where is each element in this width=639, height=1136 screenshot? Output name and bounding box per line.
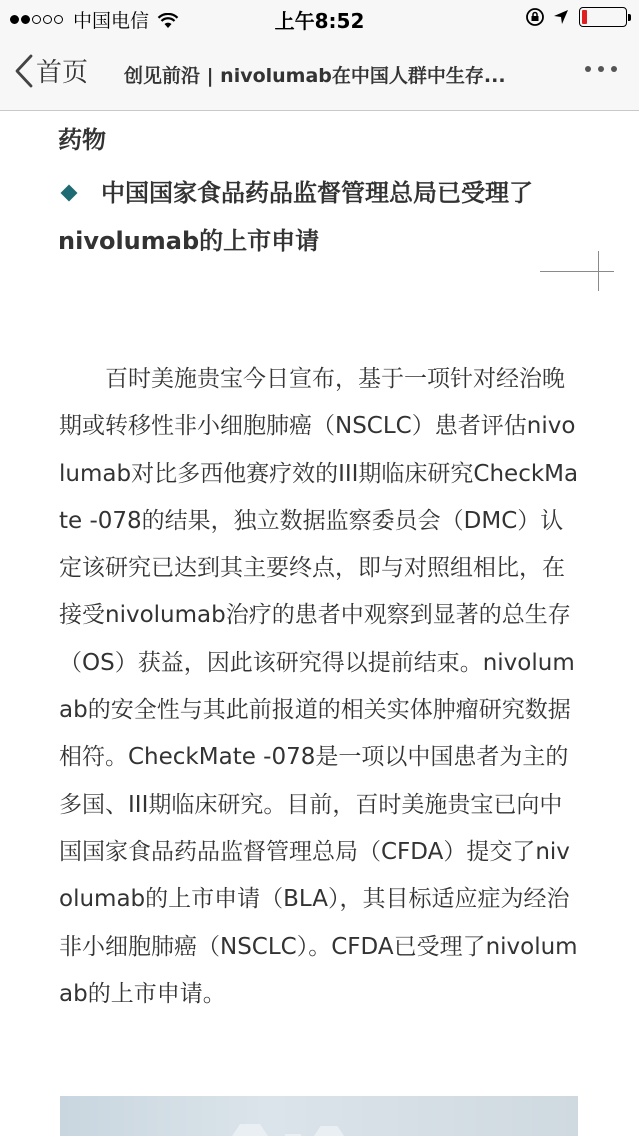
location-arrow-icon xyxy=(553,9,569,25)
diamond-bullet-icon xyxy=(61,184,78,201)
carrier-name: 中国电信 xyxy=(73,10,150,32)
back-button[interactable] xyxy=(14,52,88,89)
chevron-left-icon xyxy=(14,54,34,88)
more-dots-icon[interactable] xyxy=(578,66,617,72)
battery-level-fill xyxy=(582,10,587,24)
status-bar xyxy=(0,0,639,36)
article-body-paragraph: 百时美施贵宝今日宣布，基于一项针对经治晚期或转移性非小细胞肺癌（NSCLC）患者评估nivolumab对比多西他赛疗效的III期临床研究CheckMate -078的结果，独立数据监察委员会（DMC）认定该研究已达到其主要终点，即与对照组相比，在接受nivolumab治疗的患者中观察到显著的总生存（OS）获益，因此该研究得以提前结束。nivolumab的安全性与其此前报道的相关实体肿瘤研究数据相符。CheckMate -078是一项以中国患者为主的多国、III期临床研究。目前，百时美施贵宝已向中国国家食品药品监督管理总局（CFDA）提交了nivolumab的上市申请（BLA），其目标适应症为经治非小细胞肺癌（NSCLC）。CFDA已受理了nivolumab的上市申请。 xyxy=(59,366,579,1007)
section-heading xyxy=(58,169,588,265)
article-image xyxy=(60,1096,578,1136)
article-content[interactable] xyxy=(0,111,639,1136)
rotation-lock-icon xyxy=(525,7,545,27)
status-right xyxy=(517,7,627,27)
navigation-bar xyxy=(0,36,639,111)
crosshair-decoration-icon xyxy=(540,251,614,291)
page-title: 创见前沿 | nivolumab在中国人群中生存... xyxy=(124,65,506,87)
partial-heading: 药物 xyxy=(58,126,106,154)
battery-icon xyxy=(579,7,627,27)
status-time: 上午8:52 xyxy=(274,9,365,33)
section-heading-text: 中国国家食品药品监督管理总局已受理了nivolumab的上市申请 xyxy=(58,179,533,255)
back-button-label: 首页 xyxy=(36,58,89,88)
